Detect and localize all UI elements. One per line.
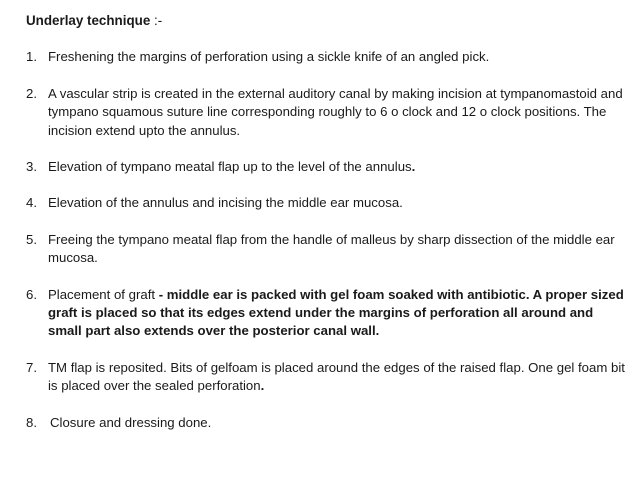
step-text: Closure and dressing done. (50, 414, 212, 430)
step-item-2 (26, 85, 626, 140)
slide-title-bold: Underlay technique (26, 13, 151, 28)
slide-title (26, 12, 626, 30)
step-text: Freshening the margins of perforation using a sickle knife of an angled pick. (48, 49, 490, 65)
step-item-3 (26, 158, 626, 176)
step-item-6 (26, 286, 626, 341)
step-text-bold: . (411, 159, 416, 175)
step-text-bold: - middle ear is packed with gel foam soaked with antibiotic. A proper sized graft is placed so that its edges extend under the margins of perforation all around and small part also extends over the posterior canal wall. (48, 286, 624, 339)
step-text: Freeing the tympano meatal flap from the handle of malleus by sharp dissection of the middle ear mucosa. (48, 231, 615, 266)
step-text: Placement of graft (48, 286, 159, 302)
step-number: 1. (26, 49, 37, 65)
step-number: 2. (26, 85, 37, 101)
step-text: Elevation of tympano meatal flap up to the level of the annulus (48, 159, 412, 175)
step-number: 3. (26, 159, 37, 175)
step-item-8 (26, 414, 626, 432)
slide-title-suffix: :- (150, 13, 163, 28)
step-item-4 (26, 194, 626, 212)
step-item-5 (26, 231, 626, 268)
slide-content (26, 12, 626, 450)
step-text: A vascular strip is created in the external auditory canal by making incision at tympanomastoid and tympano squamous suture line corresponding roughly to 6 o clock and 12 o clock positions. The incision extend upto the annulus. (48, 85, 623, 138)
step-text: Elevation of the annulus and incising the middle ear mucosa. (48, 195, 403, 211)
step-number: 4. (26, 195, 37, 211)
step-text: TM flap is reposited. Bits of gelfoam is placed around the edges of the raised flap. One gel foam bit is placed over the sealed perforation (48, 359, 625, 394)
step-number: 6. (26, 286, 37, 302)
steps-list (26, 48, 626, 432)
step-number: 8. (26, 414, 37, 430)
step-number: 7. (26, 359, 37, 375)
step-number: 5. (26, 231, 37, 247)
step-item-1 (26, 48, 626, 66)
step-item-7 (26, 359, 626, 396)
step-text-bold: . (260, 378, 265, 394)
